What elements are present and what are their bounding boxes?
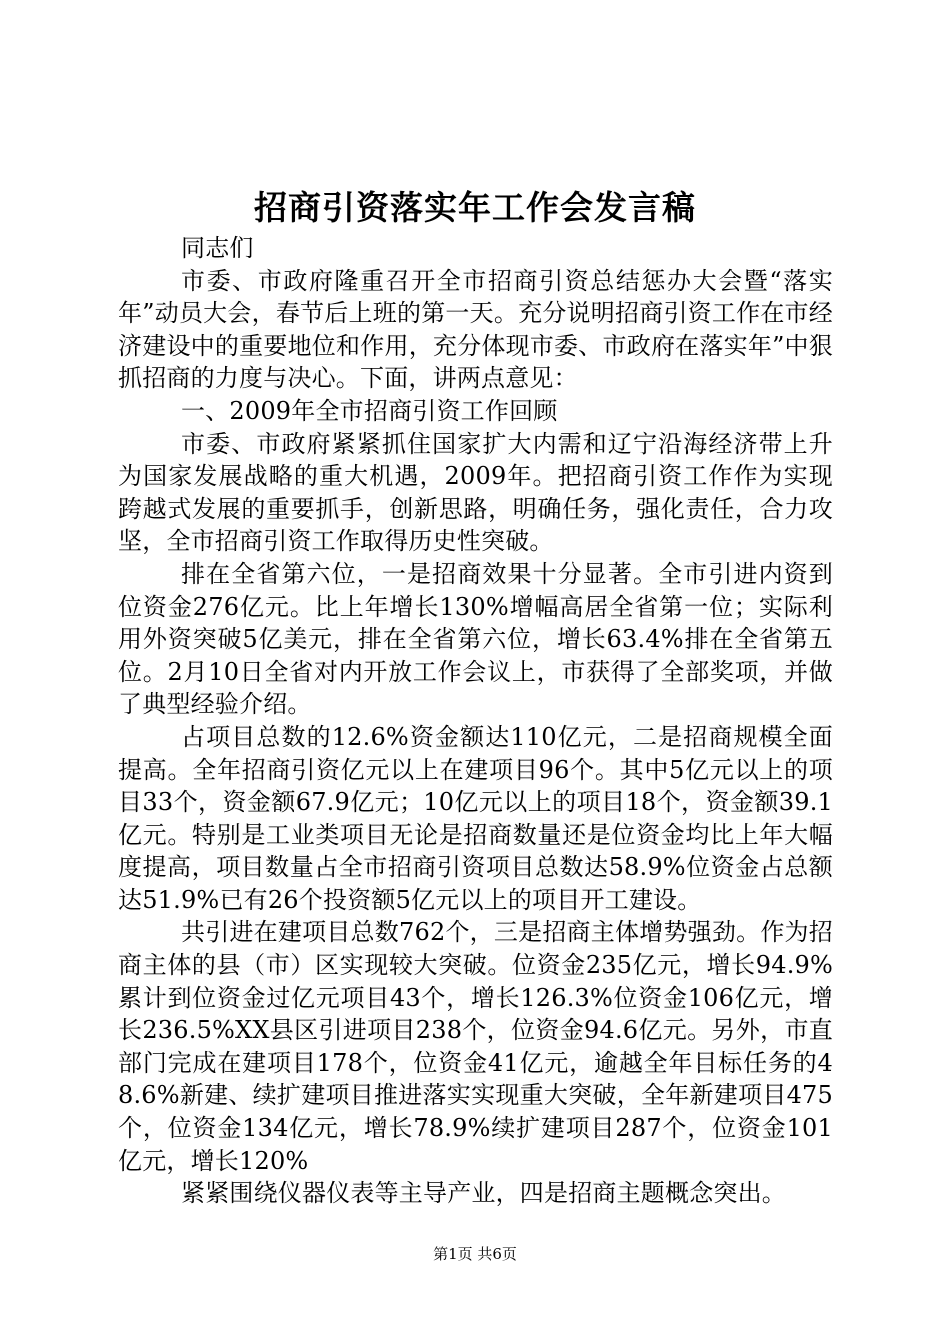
section-heading: 一、2009年全市招商引资工作回顾 <box>181 396 558 425</box>
paragraph: 共引进在建项目总数762个，三是招商主体增势强劲。作为招商主体的县（市）区实现较大突破。位资金235亿元，增长94.9%累计到位资金过亿元项目43个，增长126.3%位资金106亿元，增长236.5%XX县区引进项目238个，位资金94.6亿元。另外，市直部门完成在建项目178个，位资金41亿元，逾越全年目标任务的48.6%新建、续扩建项目推进落实实现重大突破，全年新建项目475个，位资金134亿元，增长78.9%续扩建项目287个，位资金101亿元，增长120% <box>118 918 833 1175</box>
paragraph: 市委、市政府隆重召开全市招商引资总结惩办大会暨“落实年”动员大会，春节后上班的第一天。充分说明招商引资工作在市经济建设中的重要地位和作用，充分体现市委、市政府在落实年”中狠抓招商的力度与决心。下面，讲两点意见： <box>118 266 833 393</box>
document-title: 招商引资落实年工作会发言稿 <box>254 188 696 227</box>
paragraph: 排在全省第六位，一是招商效果十分显著。全市引进内资到位资金276亿元。比上年增长130%增幅高居全省第一位；实际利用外资突破5亿美元，排在全省第六位，增长63.4%排在全省第五位。2月10日全省对内开放工作会议上，市获得了全部奖项，并做了典型经验介绍。 <box>118 559 833 719</box>
paragraph: 市委、市政府紧紧抓住国家扩大内需和辽宁沿海经济带上升为国家发展战略的重大机遇，2009年。把招商引资工作作为实现跨越式发展的重要抓手，创新思路，明确任务，强化责任，合力攻坚，全市招商引资工作取得历史性突破。 <box>118 429 833 556</box>
paragraph: 紧紧围绕仪器仪表等主导产业，四是招商主题概念突出。 <box>181 1179 786 1208</box>
paragraph: 占项目总数的12.6%资金额达110亿元，二是招商规模全面提高。全年招商引资亿元以上在建项目96个。其中5亿元以上的项目33个，资金额67.9亿元；10亿元以上的项目18个，资金额39.1亿元。特别是工业类项目无论是招商数量还是位资金均比上年大幅度提高，项目数量占全市招商引资项目总数达58.9%位资金占总额达51.9%已有26个投资额5亿元以上的项目开工建设。 <box>118 722 833 914</box>
salutation: 同志们 <box>181 234 254 262</box>
document-body <box>118 232 833 1210</box>
page-number-footer: 第1页 共6页 <box>433 1245 517 1263</box>
